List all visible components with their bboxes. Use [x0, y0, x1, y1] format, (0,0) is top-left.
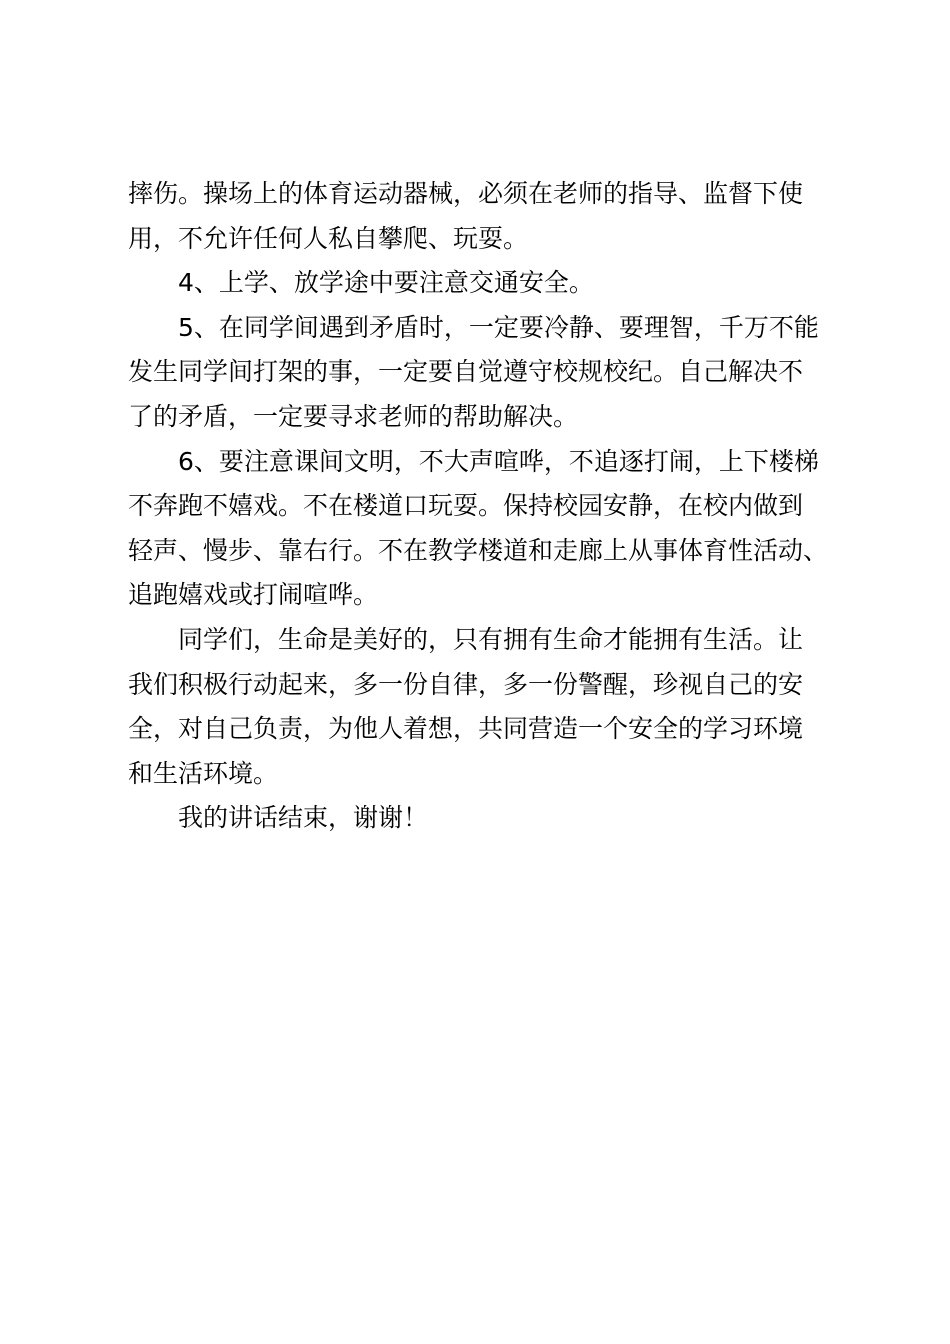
- text-line: 我的讲话结束，谢谢！: [178, 803, 429, 833]
- text-line: 5、在同学间遇到矛盾时，一定要冷静、要理智，千万不能: [178, 312, 819, 342]
- text-line: 全，对自己负责，为他人着想，共同营造一个安全的学习环境: [128, 714, 804, 744]
- text-line: 发生同学间打架的事，一定要自觉遵守校规校纪。自己解决不: [128, 357, 804, 387]
- paragraph-thanks: [128, 796, 838, 841]
- text-line: 追跑嬉戏或打闹喧哗。: [128, 580, 379, 610]
- text-line: 轻声、慢步、靠右行。不在教学楼道和走廊上从事体育性活动、: [128, 535, 829, 565]
- text-line: 6、要注意课间文明，不大声喧哗，不追逐打闹，上下楼梯: [178, 446, 819, 476]
- text-line: 和生活环境。: [128, 758, 279, 788]
- text-line: 我们积极行动起来，多一份自律，多一份警醒，珍视自己的安: [128, 669, 804, 699]
- text-line: 同学们，生命是美好的，只有拥有生命才能拥有生活。让: [178, 624, 804, 654]
- paragraph-item-6: [128, 440, 838, 618]
- paragraph-item-5: [128, 306, 838, 440]
- document-body: [128, 172, 838, 841]
- text-line: 摔伤。操场上的体育运动器械，必须在老师的指导、监督下使: [128, 179, 804, 208]
- text-line: 用，不允许任何人私自攀爬、玩耍。: [128, 223, 529, 253]
- text-line: 不奔跑不嬉戏。不在楼道口玩耍。保持校园安静，在校内做到: [128, 491, 804, 521]
- paragraph-continuation: [128, 172, 838, 261]
- paragraph-closing: [128, 618, 838, 796]
- paragraph-item-4: [128, 261, 838, 306]
- text-line: 4、上学、放学途中要注意交通安全。: [178, 268, 594, 298]
- text-line: 了的矛盾，一定要寻求老师的帮助解决。: [128, 401, 579, 431]
